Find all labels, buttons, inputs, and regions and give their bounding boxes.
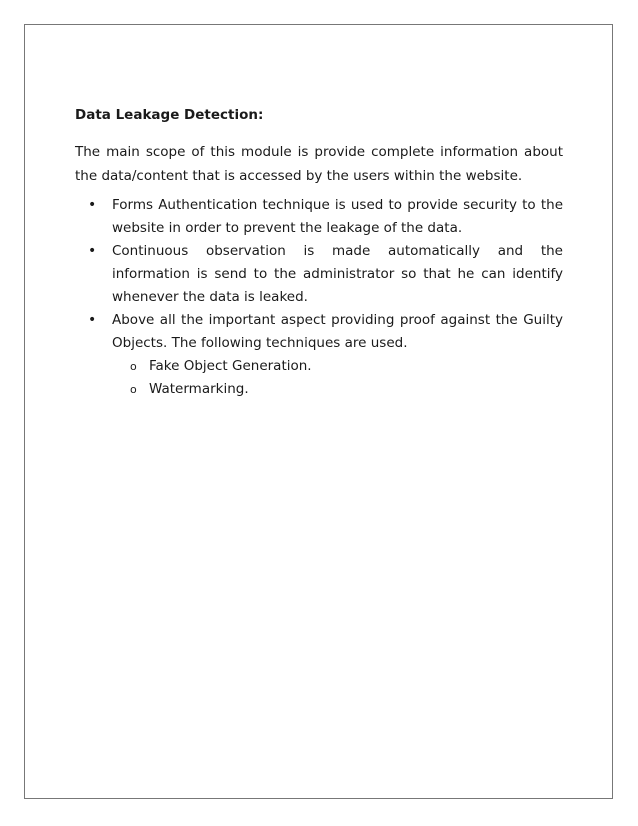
sub-list: [112, 355, 563, 401]
sub-list-item-text: Fake Object Generation.: [149, 358, 312, 374]
sub-list-item: [112, 378, 563, 401]
list-item-text: Above all the important aspect providing proof against the Guilty Objects. The following techniques are used.: [112, 312, 563, 351]
section-heading: Data Leakage Detection:: [75, 107, 264, 123]
list-item-text: Continuous observation is made automatically and the information is send to the administrator so that he can identify whenever the data is leaked.: [112, 243, 563, 305]
circle-bullet-icon: o: [130, 383, 137, 396]
bullet-icon: •: [88, 243, 97, 259]
sub-list-item: [112, 355, 563, 378]
circle-bullet-icon: o: [130, 360, 137, 373]
document-body: [75, 104, 563, 401]
intro-paragraph: The main scope of this module is provide complete information about the data/content that is accessed by the users within the website.: [75, 144, 563, 184]
bullet-icon: •: [88, 197, 97, 213]
bullet-list: [75, 194, 563, 401]
list-item: [75, 194, 563, 240]
list-item: [75, 240, 563, 309]
sub-list-item-text: Watermarking.: [149, 381, 249, 397]
bullet-icon: •: [88, 312, 97, 328]
list-item-text: Forms Authentication technique is used to provide security to the website in order to prevent the leakage of the data.: [112, 197, 563, 236]
list-item: [75, 309, 563, 401]
